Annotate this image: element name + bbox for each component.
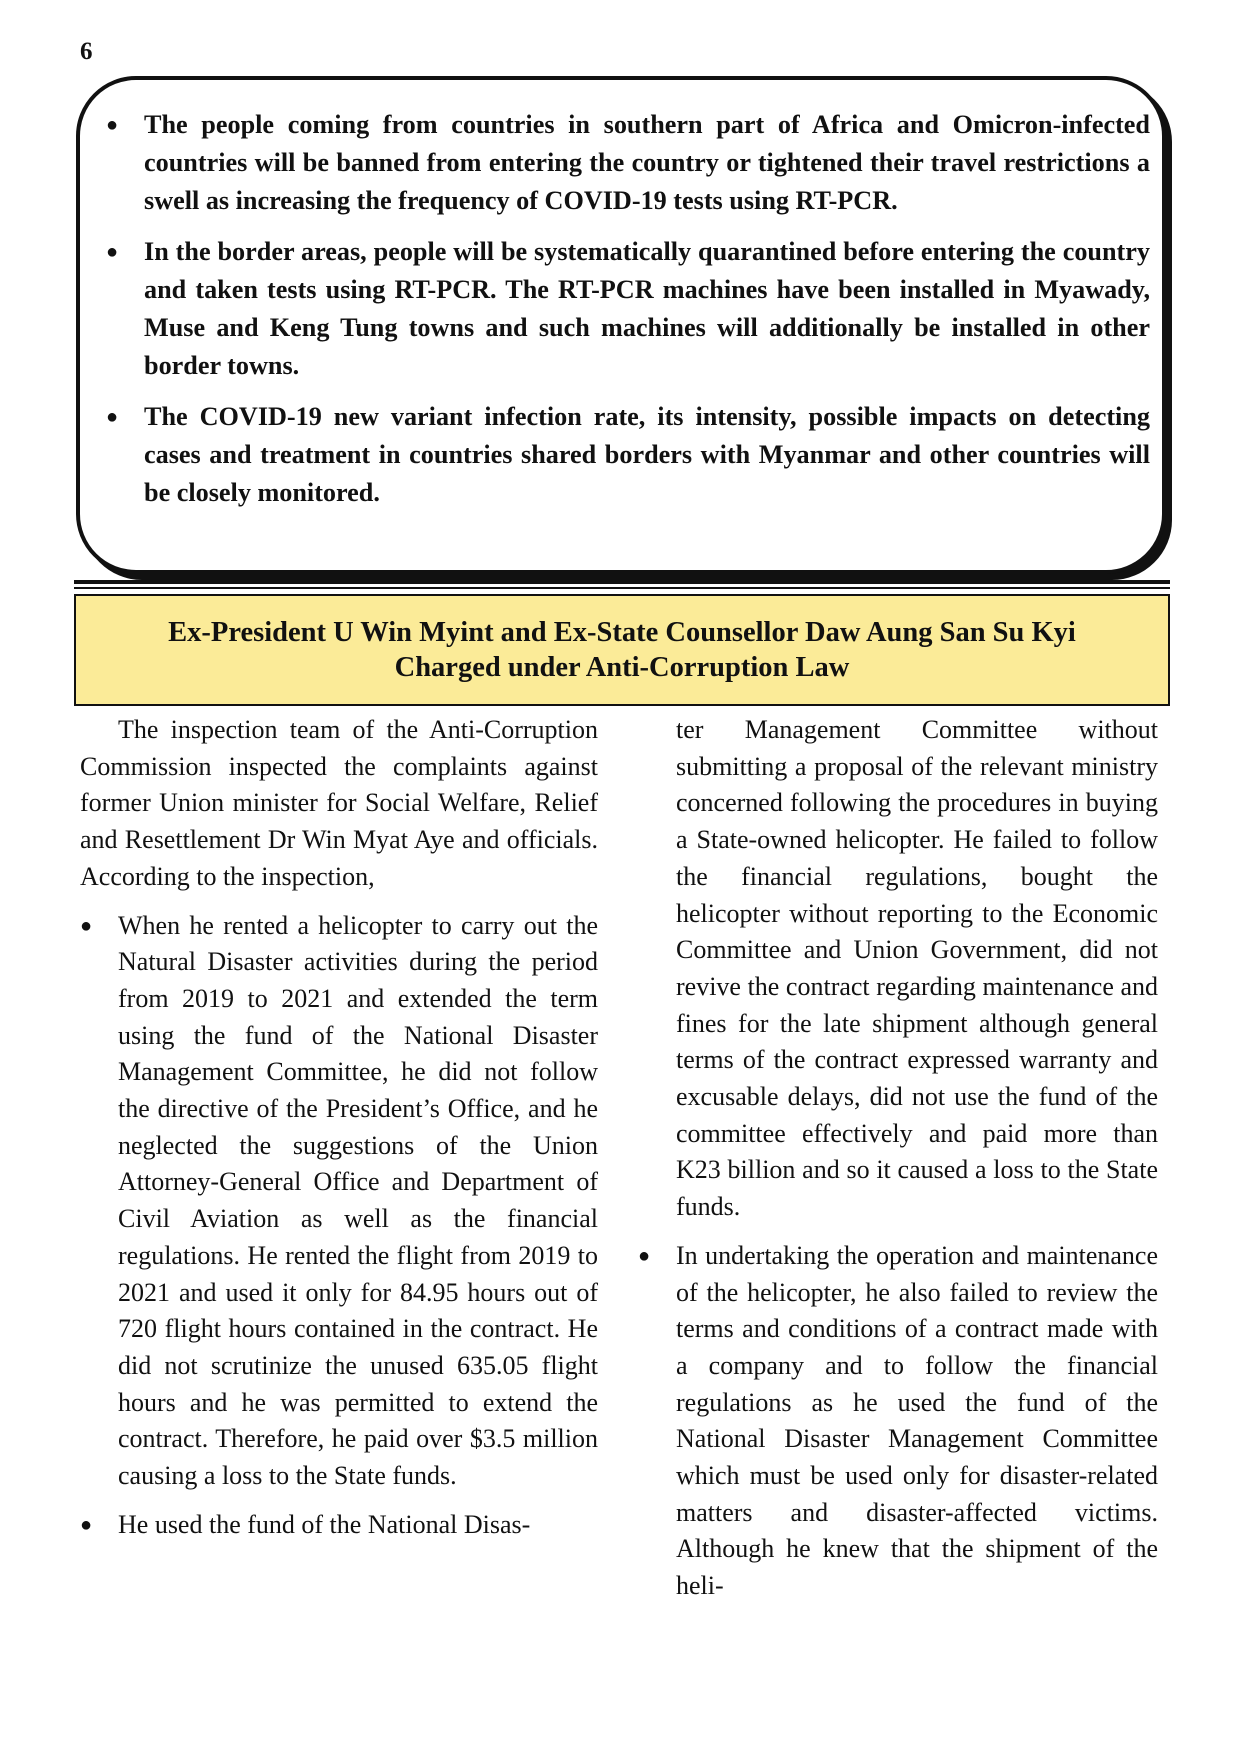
article-bullet-item — [80, 1507, 598, 1544]
article-column-right — [638, 712, 1158, 1617]
article-bullet-item — [80, 908, 598, 1495]
callout-bullet-item — [106, 233, 1150, 385]
callout-bullet-list — [106, 106, 1150, 525]
article-column-left — [80, 712, 598, 1555]
article-bullet-text: When he rented a helicopter to carry out the Natural Disaster activities during the period from 2019 to 2021 and extended the term using the fund of the National Disaster Management Committee, he did not follow the directive of the President’s Office, and he neglected the suggestions of the Union Attorney-General Office and Department of Civil Aviation as well as the financial regulations. He rented the flight from 2019 to 2021 and used it only for 84.95 hours out of 720 flight hours contained in the contract. He did not scrutinize the unused 635.05 flight hours and he was permitted to extend the contract. Therefore, he paid over $3.5 million causing a loss to the State funds. — [118, 910, 598, 1491]
article-bullet-continuation-text: ter Management Committee without submitting a proposal of the relevant ministry concerned following the procedures in buying a State-owned helicopter. He failed to follow the financial regulations, bought the helicopter without reporting to the Economic Committee and Union Government, did not revive the contract regarding maintenance and fines for the late shipment although general terms of the contract expressed warranty and excusable delays, did not use the fund of the committee effectively and paid more than K23 billion and so it caused a loss to the State funds. — [676, 715, 1158, 1222]
article-intro-paragraph: The inspection team of the Anti-Corruption Commission inspected the complaints against former Union minister for Social Welfare, Relief and Resettlement Dr Win Myat Aye and officials. According to the inspection, — [80, 715, 598, 891]
bullet-dot-icon: ● — [106, 114, 119, 136]
callout-bullet-text: The COVID-19 new variant infection rate, its intensity, possible impacts on detecting cases and treatment in countries shared borders with Myanmar and other countries will be closely monitored. — [144, 402, 1150, 507]
article-bullet-continuation — [638, 712, 1158, 1226]
article-bullet-text: He used the fund of the National Disas- — [118, 1509, 531, 1539]
article-headline-line-1: Ex-President U Win Myint and Ex-State Counsellor Daw Aung San Su Kyi — [168, 617, 1076, 648]
summary-callout-box — [76, 76, 1166, 574]
bullet-dot-icon: ● — [638, 1244, 651, 1267]
bullet-dot-icon: ● — [80, 914, 93, 937]
bullet-dot-icon: ● — [106, 406, 119, 428]
article-bullet-list-continued — [638, 712, 1158, 1605]
bullet-dot-icon: ● — [106, 241, 119, 263]
callout-bullet-item — [106, 398, 1150, 512]
article-headline-box — [74, 594, 1170, 706]
article-bullet-text: In undertaking the operation and maintenance of the helicopter, he also failed to review the terms and conditions of a contract made with a company and to follow the financial regulations as he used the fund of the National Disaster Management Committee which must be used only for disaster-related matters and disaster-affected victims. Although he knew that the shipment of the heli- — [676, 1240, 1158, 1601]
callout-bullet-text: In the border areas, people will be systematically quarantined before entering the country and taken tests using RT-PCR. The RT-PCR machines have been installed in Myawady, Muse and Keng Tung towns and such machines will additionally be installed in other border towns. — [144, 237, 1150, 380]
article-headline-line-2: Charged under Anti-Corruption Law — [394, 652, 850, 683]
callout-bullet-item — [106, 106, 1150, 220]
article-bullet-item — [638, 1238, 1158, 1605]
article-bullet-list — [80, 908, 598, 1544]
page-number: 6 — [80, 38, 93, 65]
bullet-dot-icon: ● — [80, 1513, 93, 1536]
callout-bullet-text: The people coming from countries in southern part of Africa and Omicron-infected countries will be banned from entering the country or tightened their travel restrictions a swell as increasing the frequency of COVID-19 tests using RT-PCR. — [144, 110, 1150, 215]
section-divider-thick — [74, 580, 1170, 584]
section-divider-thin — [74, 587, 1170, 589]
